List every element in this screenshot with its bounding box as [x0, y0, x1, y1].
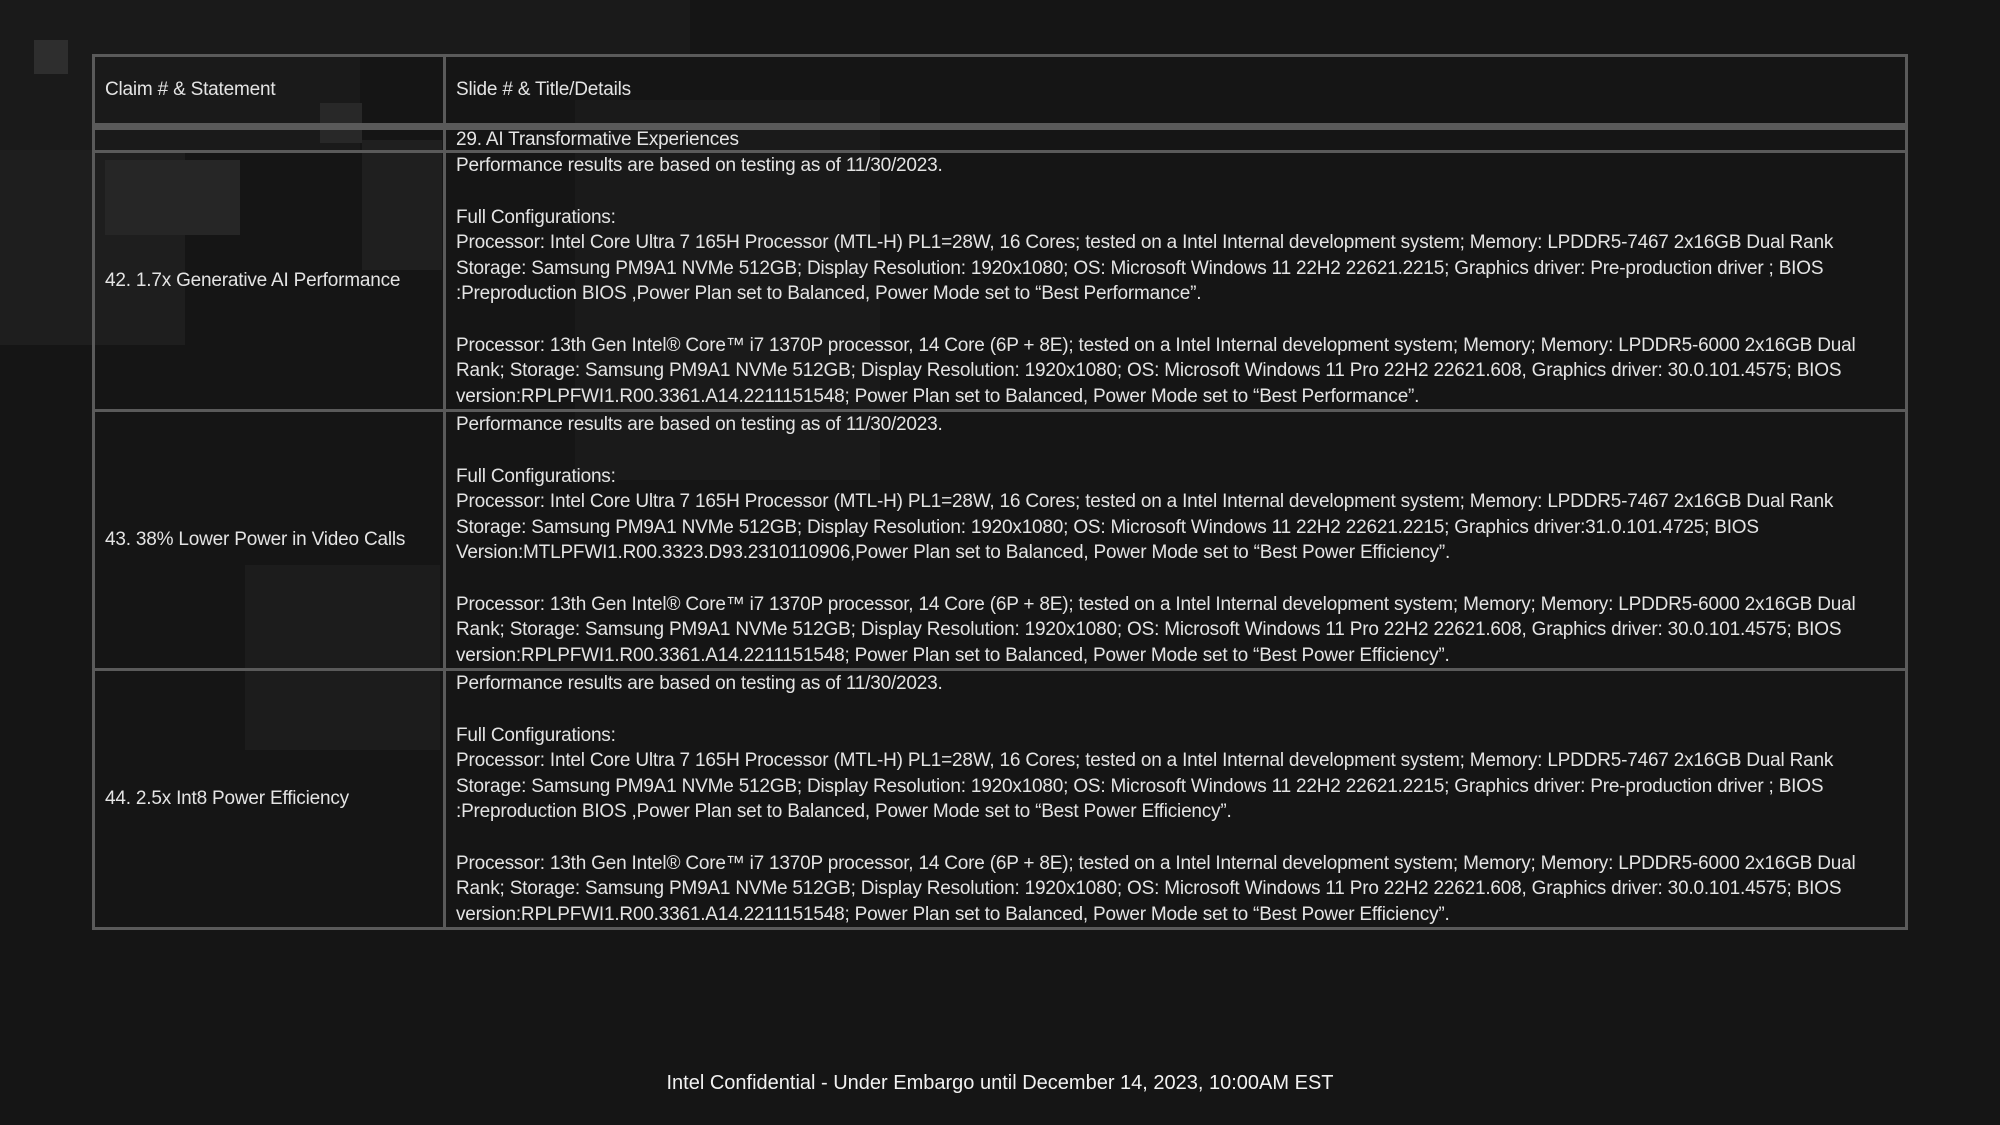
- claim-statement: 43. 38% Lower Power in Video Calls: [94, 411, 445, 670]
- config-test-system: Processor: Intel Core Ultra 7 165H Processor (MTL-H) PL1=28W, 16 Cores; tested on a Intel Internal development system; Memory: LPDDR5-7467 2x16GB Dual Rank Storage: Samsung PM9A1 NVMe 512GB; Display Resolution: 1920x1080; OS: Microsoft Windows 11 22H2 22621.2215; Graphics driver: Pre-production driver ; BIOS :Preproduction BIOS ,Power Plan set to Balanced, Power Mode set to “Best Power Efficiency”.: [456, 750, 1834, 822]
- config-heading: Full Configurations:: [456, 724, 616, 746]
- claim-details: [445, 411, 1907, 670]
- claim-statement: 44. 2.5x Int8 Power Efficiency: [94, 670, 445, 929]
- config-heading: Full Configurations:: [456, 206, 616, 228]
- section-row: [94, 127, 1907, 152]
- section-title: 29. AI Transformative Experiences: [445, 127, 1907, 152]
- config-reference-system: Processor: 13th Gen Intel® Core™ i7 1370P processor, 14 Core (6P + 8E); tested on a Intel Internal development system; Memory; Memory: LPDDR5-6000 2x16GB Dual Rank; Storage: Samsung PM9A1 NVMe 512GB; Display Resolution: 1920x1080; OS: Microsoft Windows 11 Pro 22H2 22621.608, Graphics driver: 30.0.101.4575; BIOS version:RPLPFWI1.R00.3361.A14.2211151548; Power Plan set to Balanced, Power Mode set to “Best Performance”.: [456, 334, 1856, 407]
- table-row: [94, 411, 1907, 670]
- claims-table: [92, 54, 1908, 930]
- header-details: Slide # & Title/Details: [445, 56, 1907, 127]
- claim-statement: 42. 1.7x Generative AI Performance: [94, 152, 445, 411]
- config-test-system: Processor: Intel Core Ultra 7 165H Processor (MTL-H) PL1=28W, 16 Cores; tested on a Intel Internal development system; Memory: LPDDR5-7467 2x16GB Dual Rank Storage: Samsung PM9A1 NVMe 512GB; Display Resolution: 1920x1080; OS: Microsoft Windows 11 22H2 22621.2215; Graphics driver:31.0.101.4725; BIOS Version:MTLPFWI1.R00.3323.D93.2310110906,Power Plan set to Balanced, Power Mode set to “Best Power Efficiency”.: [456, 491, 1834, 563]
- background-square: [34, 40, 68, 74]
- config-reference-system: Processor: 13th Gen Intel® Core™ i7 1370P processor, 14 Core (6P + 8E); tested on a Intel Internal development system; Memory; Memory: LPDDR5-6000 2x16GB Dual Rank; Storage: Samsung PM9A1 NVMe 512GB; Display Resolution: 1920x1080; OS: Microsoft Windows 11 Pro 22H2 22621.608, Graphics driver: 30.0.101.4575; BIOS version:RPLPFWI1.R00.3361.A14.2211151548; Power Plan set to Balanced, Power Mode set to “Best Power Efficiency”.: [456, 852, 1856, 925]
- header-claim: Claim # & Statement: [94, 56, 445, 127]
- claims-table-container: [92, 54, 1908, 930]
- config-test-system: Processor: Intel Core Ultra 7 165H Processor (MTL-H) PL1=28W, 16 Cores; tested on a Intel Internal development system; Memory: LPDDR5-7467 2x16GB Dual Rank Storage: Samsung PM9A1 NVMe 512GB; Display Resolution: 1920x1080; OS: Microsoft Windows 11 22H2 22621.2215; Graphics driver: Pre-production driver ; BIOS :Preproduction BIOS ,Power Plan set to Balanced, Power Mode set to “Best Performance”.: [456, 232, 1834, 304]
- claim-details: [445, 670, 1907, 929]
- confidential-footer: Intel Confidential - Under Embargo until December 14, 2023, 10:00AM EST: [666, 1072, 1334, 1094]
- config-heading: Full Configurations:: [456, 465, 616, 487]
- table-row: [94, 670, 1907, 929]
- table-header-row: [94, 56, 1907, 127]
- config-reference-system: Processor: 13th Gen Intel® Core™ i7 1370P processor, 14 Core (6P + 8E); tested on a Intel Internal development system; Memory; Memory: LPDDR5-6000 2x16GB Dual Rank; Storage: Samsung PM9A1 NVMe 512GB; Display Resolution: 1920x1080; OS: Microsoft Windows 11 Pro 22H2 22621.608, Graphics driver: 30.0.101.4575; BIOS version:RPLPFWI1.R00.3361.A14.2211151548; Power Plan set to Balanced, Power Mode set to “Best Power Efficiency”.: [456, 593, 1856, 666]
- date-line: Performance results are based on testing as of 11/30/2023.: [456, 673, 943, 694]
- table-row: [94, 152, 1907, 411]
- date-line: Performance results are based on testing as of 11/30/2023.: [456, 414, 943, 435]
- date-line: Performance results are based on testing as of 11/30/2023.: [456, 155, 943, 176]
- section-empty-cell: [94, 127, 445, 152]
- background-square: [360, 0, 690, 55]
- claim-details: [445, 152, 1907, 411]
